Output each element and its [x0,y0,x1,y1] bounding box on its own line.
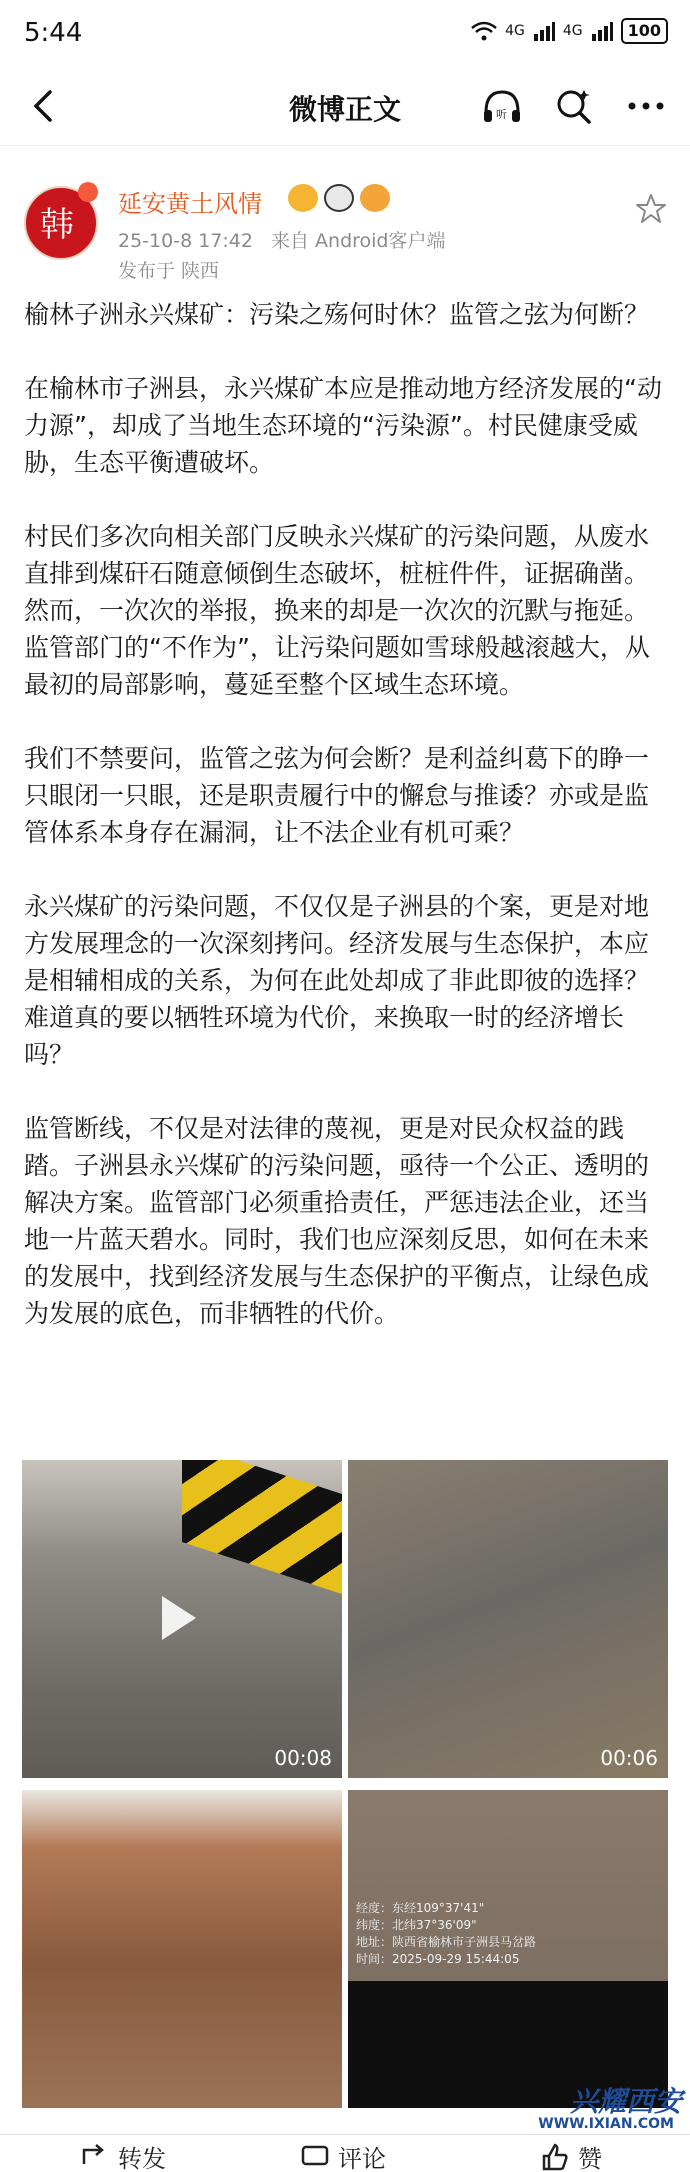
repost-icon [80,2142,110,2172]
post-paragraph: 监管断线，不仅是对法律的蔑视，更是对民众权益的践踏。子洲县永兴煤矿的污染问题，亟待一个公正、透明的解决方案。监管部门必须重拾责任，严惩违法企业，还当地一片蓝天碧水。同时，我们也应深刻反思，如何在未来的发展中，找到经济发展与生态保护的平衡点，让绿色成为发展的底色，而非牺牲的代价。 [24,1114,650,1328]
battery-indicator: 100 [621,18,668,44]
avatar-logo-icon [36,198,86,248]
watermark-logo: 兴耀西安 [569,2085,682,2118]
post-source: 来自 Android客户端 [271,230,446,252]
play-icon [162,1596,196,1640]
post-location: 发布于 陕西 [118,260,220,282]
more-icon [624,84,668,128]
star-icon [634,192,668,226]
svg-text:韩: 韩 [40,205,74,245]
author-badges [288,184,390,212]
favorite-button[interactable] [634,192,668,226]
panda-badge-icon [324,184,354,212]
comment-label: 评论 [338,2145,386,2172]
post-body [24,296,666,1332]
repost-button[interactable] [80,2139,166,2172]
wifi-icon [471,20,497,42]
barrier-stripes [182,1460,342,1594]
listen-button[interactable] [480,84,524,128]
gps-overlay [356,1900,536,1968]
video-thumbnail-2[interactable] [348,1460,668,1778]
status-icons [471,18,668,44]
video-thumbnail-1[interactable] [22,1460,342,1778]
signal-label-1: 4G [505,23,525,39]
gps-addr: 地址：陕西省榆林市子洲县马岔路 [356,1935,537,1949]
nav-bar [0,66,690,146]
post-paragraph: 我们不禁要问，监管之弦为何会断？是利益纠葛下的睁一只眼闭一只眼，还是职责履行中的懈怠与推诿？亦或是监管体系本身存在漏洞，让不法企业有机可乘？ [24,744,650,847]
video-duration-1: 00:08 [274,1746,332,1770]
repost-label: 转发 [118,2145,166,2172]
signal-label-2: 4G [562,23,583,39]
post-date: 25-10-8 17:42 [118,230,253,252]
status-time: 5:44 [24,18,83,48]
post-paragraph: 村民们多次向相关部门反映永兴煤矿的污染问题，从废水直排到煤矸石随意倾倒生态破坏，桩桩件件，证据确凿。然而，一次次的举报，换来的却是一次次的沉默与拖延。监管部门的“不作为”，让污染问题如雪球般越滚越大，从最初的局部影响，蔓延至整个区域生态环境。 [24,522,650,699]
fish-badge-icon [360,184,390,212]
gps-lng: 经度：东经109°37'41" [356,1901,485,1915]
search-button[interactable] [552,84,596,128]
svg-text:听: 听 [496,108,507,121]
comment-icon [300,2142,330,2172]
author-name[interactable]: 延安黄土风情 [118,190,262,218]
gps-time: 时间：2025-09-29 15:44:05 [356,1952,520,1966]
nav-actions [480,84,668,128]
like-label: 赞 [578,2145,602,2172]
post-paragraph: 在榆林市子洲县，永兴煤矿本应是推动地方经济发展的“动力源”，却成了当地生态环境的“污染源”。村民健康受威胁，生态平衡遭破坏。 [24,374,662,477]
post-meta [118,226,446,253]
post-paragraph: 永兴煤矿的污染问题，不仅仅是子洲县的个案，更是对地方发展理念的一次深刻拷问。经济发展与生态保护，本应是相辅相成的关系，为何在此处却成了非此即彼的选择？难道真的要以牺牲环境为代价，来换取一时的经济增长吗？ [24,892,650,1069]
thumbs-up-icon [540,2142,570,2172]
post-paragraph-title: 榆林子洲永兴煤矿：污染之殇何时休？监管之弦为何断？ [24,300,650,329]
action-bar [0,2134,690,2172]
signal-icon [533,20,555,42]
watermark-url: WWW.IXIAN.COM [538,2116,674,2132]
more-button[interactable] [624,84,668,128]
status-bar [0,0,690,66]
headphones-icon [480,84,524,128]
crown-badge-icon [288,184,318,212]
signal-icon-2 [591,20,613,42]
image-thumbnail-4[interactable] [348,1790,668,2108]
gps-lat: 纬度：北纬37°36'09" [356,1918,477,1932]
video-duration-2: 00:06 [600,1746,658,1770]
comment-button[interactable] [300,2139,386,2172]
post-header [0,170,690,290]
avatar-badge [78,182,98,202]
image-thumbnail-3[interactable] [22,1790,342,2108]
media-grid [22,1460,668,2108]
page-title: 微博正文 [288,93,401,126]
like-button[interactable] [540,2139,602,2172]
search-icon [552,84,596,128]
